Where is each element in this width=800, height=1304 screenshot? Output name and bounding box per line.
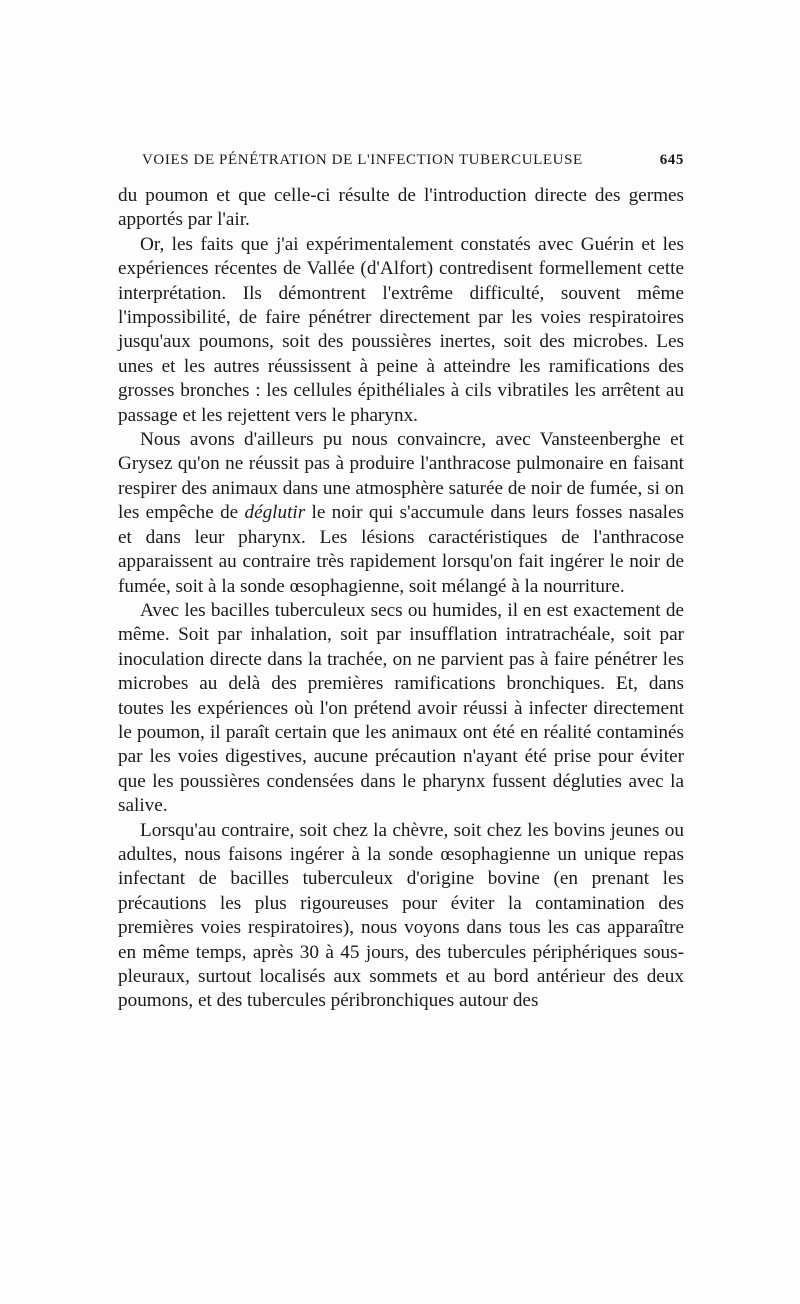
paragraph-text: Nous avons d'ailleurs pu nous convaincre, avec Vansteenberghe et Grysez qu'on ne réussit pas à produire l'anthracose pulmonaire en faisant respirer des animaux dans une atmosphère saturée de noir de fumée, si on les empêche de xyxy=(118,429,684,524)
running-head xyxy=(142,150,684,170)
page-text-block xyxy=(118,150,684,1014)
paragraph-text: le noir qui s'accumule dans leurs fosses nasales et dans leur pharynx. Les lésions caractéristiques de l'anthracose apparaissent au contraire très rapidement lorsqu'on fait ingérer le noir de fumée, soit à la sonde œsophagienne, soit mélangé à la nourriture. xyxy=(118,502,685,597)
paragraph: Avec les bacilles tuberculeux secs ou humides, il en est exactement de même. Soit par inhalation, soit par insufflation intratrachéale, soit par inoculation directe dans la trachée, on ne parvient pas à faire pénétrer les microbes au delà des premières ramifications bronchiques. Et, dans toutes les expériences où l'on prétend avoir réussi à infecter directement le poumon, il paraît certain que les animaux ont été en réalité contaminés par les voies digestives, aucune précaution n'ayant été prise pour éviter que les poussières condensées dans le pharynx fussent dégluties avec la salive. xyxy=(118,599,684,817)
paragraph-anthracose xyxy=(118,428,684,599)
paragraph-continuation: du poumon et que celle-ci résulte de l'introduction directe des germes apportés par l'air. xyxy=(118,185,684,231)
paragraph: Lorsqu'au contraire, soit chez la chèvre, soit chez les bovins jeunes ou adultes, nous faisons ingérer à la sonde œsophagienne un unique repas infectant de bacilles tuberculeux d'origine bovine (en prenant les précautions les plus rigoureuses pour éviter la contamination des premières voies respiratoires), nous voyons dans tous les cas apparaître en même temps, après 30 à 45 jours, des tubercules périphériques sous-pleuraux, surtout localisés aux sommets et au bord antérieur des deux poumons, et des tubercules péribronchiques autour des xyxy=(118,819,684,1012)
running-title: VOIES DE PÉNÉTRATION DE L'INFECTION TUBERCULEUSE xyxy=(142,152,583,168)
page-number: 645 xyxy=(659,152,684,168)
paragraph: Or, les faits que j'ai expérimentalement constatés avec Guérin et les expériences récentes de Vallée (d'Alfort) contredisent formellement cette interprétation. Ils démontrent l'extrême difficulté, souvent même l'impossibilité, de faire pénétrer directement par les voies respiratoires jusqu'aux poumons, soit des poussières inertes, soit des microbes. Les unes et les autres réussissent à peine à atteindre les ramifications des grosses bronches : les cellules épithéliales à cils vibratiles les arrêtent au passage et les rejettent vers le pharynx. xyxy=(118,233,684,426)
italic-word: déglutir xyxy=(244,502,306,524)
